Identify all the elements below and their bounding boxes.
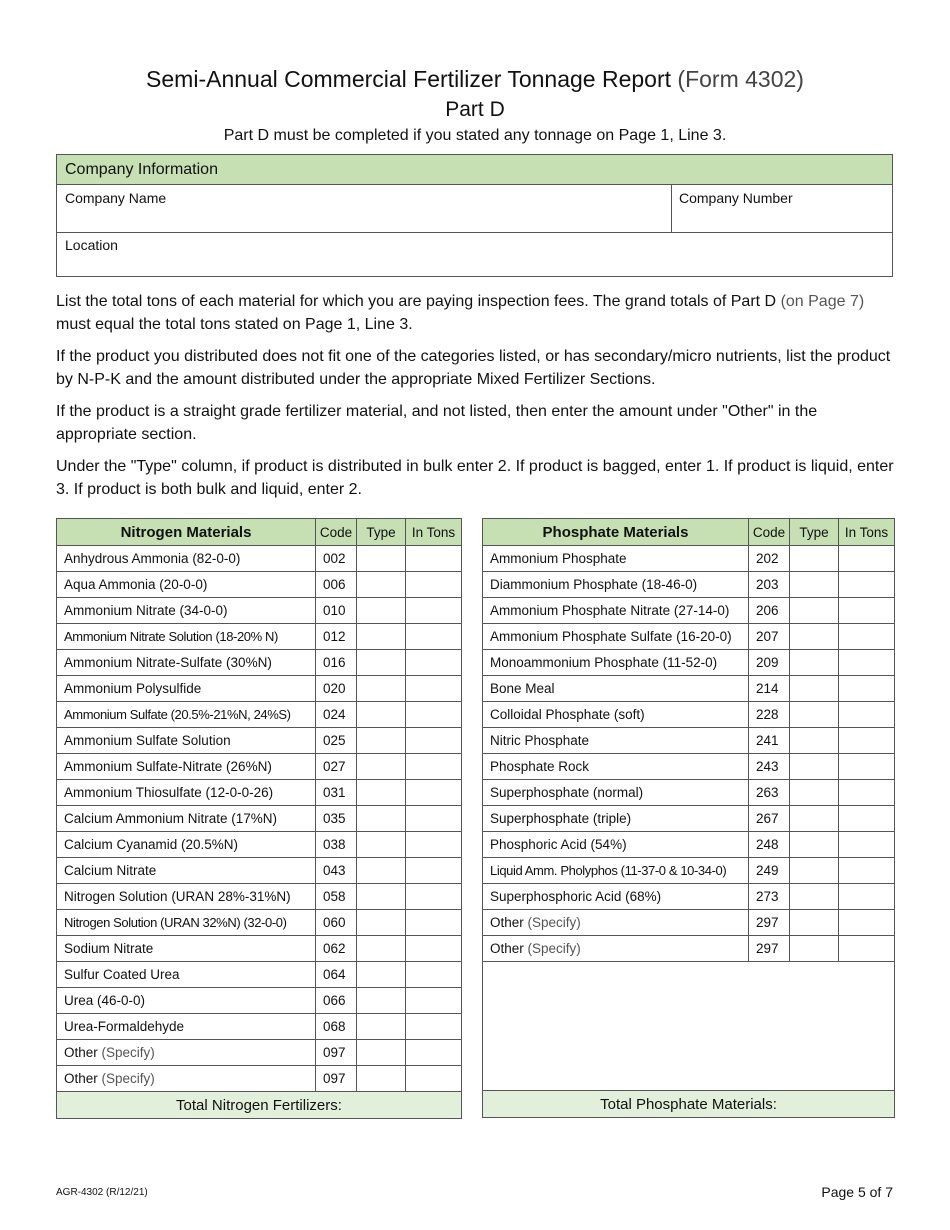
company-number-field[interactable]: Company Number xyxy=(679,190,793,206)
material-name xyxy=(483,858,749,884)
material-code: 002 xyxy=(316,546,357,572)
type-cell[interactable] xyxy=(357,858,406,884)
material-name-text: Liquid Amm. Pholyphos (11-37-0 & 10-34-0) xyxy=(490,863,727,878)
material-name xyxy=(57,858,316,884)
tons-cell[interactable] xyxy=(839,780,895,806)
table-row xyxy=(483,728,895,754)
type-cell[interactable] xyxy=(357,1066,406,1092)
location-field[interactable]: Location xyxy=(65,237,118,253)
type-cell[interactable] xyxy=(790,702,839,728)
material-name xyxy=(483,806,749,832)
type-cell[interactable] xyxy=(790,572,839,598)
material-code: 203 xyxy=(749,572,790,598)
specify-hint: (Specify) xyxy=(527,941,581,956)
table-row xyxy=(483,702,895,728)
type-cell[interactable] xyxy=(790,624,839,650)
instruction-1-b: (on Page 7) xyxy=(780,293,865,310)
material-name xyxy=(57,650,316,676)
code-header: Code xyxy=(749,519,790,546)
material-name-text: Calcium Cyanamid (20.5%N) xyxy=(64,837,239,852)
material-name xyxy=(483,650,749,676)
table-row xyxy=(57,572,462,598)
tons-cell[interactable] xyxy=(406,572,462,598)
tons-cell[interactable] xyxy=(839,832,895,858)
material-name-text: Ammonium Polysulfide xyxy=(64,681,202,696)
table-row xyxy=(483,780,895,806)
table-row xyxy=(57,1066,462,1092)
material-code: 068 xyxy=(316,1014,357,1040)
type-cell[interactable] xyxy=(790,676,839,702)
material-code: 243 xyxy=(749,754,790,780)
type-header: Type xyxy=(790,519,839,546)
type-cell[interactable] xyxy=(357,754,406,780)
material-name-text: Nitric Phosphate xyxy=(490,733,590,748)
empty-cell xyxy=(483,962,895,1091)
type-cell[interactable] xyxy=(790,936,839,962)
table-row xyxy=(483,832,895,858)
material-name-text: Aqua Ammonia (20-0-0) xyxy=(64,577,208,592)
tons-cell[interactable] xyxy=(839,572,895,598)
material-name xyxy=(57,884,316,910)
material-name xyxy=(57,728,316,754)
type-cell[interactable] xyxy=(357,546,406,572)
table-row xyxy=(57,728,462,754)
tons-cell[interactable] xyxy=(406,598,462,624)
material-code: 228 xyxy=(749,702,790,728)
table-row xyxy=(57,806,462,832)
instruction-3: If the product is a straight grade fertilizer material, and not listed, then enter the amount under "Other" in the appropriate section. xyxy=(56,403,818,443)
table-row xyxy=(483,936,895,962)
tons-cell[interactable] xyxy=(839,806,895,832)
material-name-text: Superphosphate (normal) xyxy=(490,785,644,800)
material-name-text: Other xyxy=(490,915,524,930)
table-row xyxy=(57,650,462,676)
material-name-text: Ammonium Sulfate Solution xyxy=(64,733,231,748)
tons-header: In Tons xyxy=(406,519,462,546)
material-code: 263 xyxy=(749,780,790,806)
material-name xyxy=(483,936,749,962)
material-name-text: Calcium Ammonium Nitrate (17%N) xyxy=(64,811,278,826)
material-name-text: Ammonium Phosphate Sulfate (16-20-0) xyxy=(490,629,732,644)
type-cell[interactable] xyxy=(357,624,406,650)
material-code: 060 xyxy=(316,910,357,936)
table-row xyxy=(483,858,895,884)
company-row xyxy=(57,185,892,233)
type-cell[interactable] xyxy=(357,988,406,1014)
nitrogen-table xyxy=(56,518,462,1119)
table-row xyxy=(57,546,462,572)
tons-cell[interactable] xyxy=(406,754,462,780)
material-name-text: Ammonium Phosphate Nitrate (27-14-0) xyxy=(490,603,730,618)
material-name-text: Superphosphoric Acid (68%) xyxy=(490,889,662,904)
type-cell[interactable] xyxy=(357,650,406,676)
material-name xyxy=(57,910,316,936)
type-cell[interactable] xyxy=(790,650,839,676)
material-code: 020 xyxy=(316,676,357,702)
material-code: 010 xyxy=(316,598,357,624)
type-cell[interactable] xyxy=(790,754,839,780)
type-cell[interactable] xyxy=(790,858,839,884)
material-name xyxy=(57,1040,316,1066)
tons-cell[interactable] xyxy=(406,1066,462,1092)
type-cell[interactable] xyxy=(357,936,406,962)
tons-cell[interactable] xyxy=(839,728,895,754)
material-code: 006 xyxy=(316,572,357,598)
material-name xyxy=(57,936,316,962)
material-name-text: Nitrogen Solution (URAN 28%-31%N) xyxy=(64,889,291,904)
material-name xyxy=(57,676,316,702)
material-name xyxy=(57,1066,316,1092)
tons-cell[interactable] xyxy=(406,676,462,702)
table-row xyxy=(483,572,895,598)
type-cell[interactable] xyxy=(357,572,406,598)
material-name-text: Ammonium Nitrate (34-0-0) xyxy=(64,603,228,618)
material-name xyxy=(483,884,749,910)
table-row xyxy=(483,806,895,832)
report-title-text: Semi-Annual Commercial Fertilizer Tonnage Report xyxy=(146,66,672,92)
material-name xyxy=(57,624,316,650)
tons-cell[interactable] xyxy=(406,884,462,910)
tons-cell[interactable] xyxy=(406,988,462,1014)
page-number: Page 5 of 7 xyxy=(821,1184,893,1200)
material-code: 097 xyxy=(316,1040,357,1066)
material-name-text: Urea-Formaldehyde xyxy=(64,1019,185,1034)
material-name-text: Sodium Nitrate xyxy=(64,941,154,956)
form-id: AGR-4302 (R/12/21) xyxy=(56,1187,148,1198)
tons-cell[interactable] xyxy=(839,702,895,728)
tons-cell[interactable] xyxy=(839,676,895,702)
type-cell[interactable] xyxy=(357,728,406,754)
material-code: 024 xyxy=(316,702,357,728)
type-header: Type xyxy=(357,519,406,546)
type-cell[interactable] xyxy=(357,910,406,936)
material-name-text: Ammonium Nitrate-Sulfate (30%N) xyxy=(64,655,272,670)
nitrogen-header: Nitrogen Materials xyxy=(57,519,316,546)
tons-cell[interactable] xyxy=(406,624,462,650)
instruction-1-c: must equal the total tons stated on Page 1, Line 3. xyxy=(56,316,413,333)
material-name-text: Superphosphate (triple) xyxy=(490,811,632,826)
table-row xyxy=(483,624,895,650)
material-name-text: Diammonium Phosphate (18-46-0) xyxy=(490,577,698,592)
report-title xyxy=(0,64,950,94)
material-code: 031 xyxy=(316,780,357,806)
specify-hint: (Specify) xyxy=(527,915,581,930)
tons-cell[interactable] xyxy=(839,884,895,910)
table-row xyxy=(57,1014,462,1040)
type-cell[interactable] xyxy=(357,676,406,702)
tons-cell[interactable] xyxy=(839,546,895,572)
phosphate-header: Phosphate Materials xyxy=(483,519,749,546)
material-name xyxy=(483,598,749,624)
tons-cell[interactable] xyxy=(406,936,462,962)
form-number: (Form 4302) xyxy=(677,66,804,92)
tons-cell[interactable] xyxy=(839,598,895,624)
material-code: 209 xyxy=(749,650,790,676)
tons-cell[interactable] xyxy=(839,624,895,650)
material-name xyxy=(57,572,316,598)
type-cell[interactable] xyxy=(357,1040,406,1066)
material-code: 097 xyxy=(316,1066,357,1092)
code-header: Code xyxy=(316,519,357,546)
table-row xyxy=(57,858,462,884)
material-code: 062 xyxy=(316,936,357,962)
type-cell[interactable] xyxy=(357,702,406,728)
material-name-text: Other xyxy=(64,1045,98,1060)
table-row xyxy=(483,754,895,780)
material-code: 025 xyxy=(316,728,357,754)
tons-cell[interactable] xyxy=(406,962,462,988)
table-row xyxy=(57,780,462,806)
tons-cell[interactable] xyxy=(406,858,462,884)
material-code: 064 xyxy=(316,962,357,988)
company-info-header: Company Information xyxy=(57,155,892,185)
nitrogen-total: Total Nitrogen Fertilizers: xyxy=(57,1092,462,1119)
material-name xyxy=(57,806,316,832)
material-code: 267 xyxy=(749,806,790,832)
type-cell[interactable] xyxy=(357,806,406,832)
type-cell[interactable] xyxy=(790,884,839,910)
tons-cell[interactable] xyxy=(406,546,462,572)
type-cell[interactable] xyxy=(357,780,406,806)
material-code: 012 xyxy=(316,624,357,650)
instruction-1 xyxy=(56,290,896,336)
specify-hint: (Specify) xyxy=(101,1045,155,1060)
material-name xyxy=(483,832,749,858)
table-row xyxy=(57,702,462,728)
specify-hint: (Specify) xyxy=(101,1071,155,1086)
instruction-2: If the product you distributed does not fit one of the categories listed, or has secondary/micro nutrients, list the product by N-P-K and the amount distributed under the appropriate Mixed Fertilizer Sections. xyxy=(56,348,891,388)
company-name-field[interactable]: Company Name xyxy=(65,190,167,206)
instruction-4: Under the "Type" column, if product is distributed in bulk enter 2. If product is bagged, enter 1. If product is liquid, enter 3. If product is both bulk and liquid, enter 2. xyxy=(56,458,894,498)
material-name xyxy=(57,988,316,1014)
material-name xyxy=(57,780,316,806)
tons-cell[interactable] xyxy=(406,832,462,858)
material-code: 027 xyxy=(316,754,357,780)
material-name-text: Anhydrous Ammonia (82-0-0) xyxy=(64,551,241,566)
part-heading: Part D xyxy=(445,98,505,121)
material-code: 038 xyxy=(316,832,357,858)
table-row xyxy=(57,962,462,988)
type-cell[interactable] xyxy=(790,598,839,624)
material-name xyxy=(483,624,749,650)
tons-cell[interactable] xyxy=(839,910,895,936)
material-name-text: Calcium Nitrate xyxy=(64,863,157,878)
material-name-text: Phosphate Rock xyxy=(490,759,590,774)
material-name-text: Ammonium Thiosulfate (12-0-0-26) xyxy=(64,785,274,800)
table-row xyxy=(483,546,895,572)
table-row xyxy=(57,910,462,936)
company-divider xyxy=(671,185,672,232)
type-cell[interactable] xyxy=(357,962,406,988)
phosphate-total: Total Phosphate Materials: xyxy=(483,1091,895,1118)
type-cell[interactable] xyxy=(790,728,839,754)
tons-cell[interactable] xyxy=(406,728,462,754)
table-row xyxy=(483,650,895,676)
table-row xyxy=(57,884,462,910)
tons-cell[interactable] xyxy=(406,910,462,936)
material-name xyxy=(57,702,316,728)
company-info-box xyxy=(56,154,893,277)
material-name xyxy=(483,754,749,780)
type-cell[interactable] xyxy=(790,832,839,858)
type-cell[interactable] xyxy=(357,884,406,910)
type-cell[interactable] xyxy=(357,598,406,624)
tons-cell[interactable] xyxy=(839,754,895,780)
material-code: 043 xyxy=(316,858,357,884)
table-row xyxy=(57,754,462,780)
material-code: 273 xyxy=(749,884,790,910)
table-row xyxy=(57,988,462,1014)
tons-cell[interactable] xyxy=(406,650,462,676)
type-cell[interactable] xyxy=(790,806,839,832)
material-code: 035 xyxy=(316,806,357,832)
type-cell[interactable] xyxy=(790,546,839,572)
material-name xyxy=(57,546,316,572)
material-name xyxy=(57,1014,316,1040)
table-row xyxy=(57,832,462,858)
table-row xyxy=(483,676,895,702)
material-name xyxy=(57,754,316,780)
material-name xyxy=(483,728,749,754)
material-name xyxy=(483,910,749,936)
tons-cell[interactable] xyxy=(406,806,462,832)
table-row xyxy=(57,598,462,624)
phosphate-table xyxy=(482,518,895,1118)
material-name xyxy=(57,962,316,988)
material-name-text: Monoammonium Phosphate (11-52-0) xyxy=(490,655,718,670)
material-name-text: Bone Meal xyxy=(490,681,555,696)
table-row xyxy=(483,910,895,936)
table-row xyxy=(57,676,462,702)
type-cell[interactable] xyxy=(790,910,839,936)
material-code: 207 xyxy=(749,624,790,650)
material-code: 066 xyxy=(316,988,357,1014)
empty-area xyxy=(483,962,895,1091)
material-name xyxy=(57,832,316,858)
material-code: 297 xyxy=(749,936,790,962)
material-name-text: Phosphoric Acid (54%) xyxy=(490,837,627,852)
material-name xyxy=(483,676,749,702)
type-cell[interactable] xyxy=(357,1014,406,1040)
material-code: 058 xyxy=(316,884,357,910)
material-name-text: Ammonium Nitrate Solution (18-20% N) xyxy=(64,629,278,644)
instruction-1-a: List the total tons of each material for which you are paying inspection fees. The grand totals of Part D xyxy=(56,293,777,310)
tons-cell[interactable] xyxy=(406,1040,462,1066)
material-name xyxy=(483,572,749,598)
material-name-text: Other xyxy=(490,941,524,956)
material-name-text: Ammonium Sulfate (20.5%-21%N, 24%S) xyxy=(64,707,291,722)
tons-cell[interactable] xyxy=(839,650,895,676)
table-row xyxy=(483,598,895,624)
tons-cell[interactable] xyxy=(406,780,462,806)
table-row xyxy=(57,936,462,962)
material-code: 202 xyxy=(749,546,790,572)
material-name xyxy=(483,780,749,806)
material-name-text: Ammonium Phosphate xyxy=(490,551,627,566)
material-name-text: Other xyxy=(64,1071,98,1086)
material-code: 214 xyxy=(749,676,790,702)
tons-cell[interactable] xyxy=(406,1014,462,1040)
material-code: 016 xyxy=(316,650,357,676)
material-code: 248 xyxy=(749,832,790,858)
tons-header: In Tons xyxy=(839,519,895,546)
tons-cell[interactable] xyxy=(839,858,895,884)
material-name-text: Nitrogen Solution (URAN 32%N) (32-0-0) xyxy=(64,915,287,930)
material-name xyxy=(57,598,316,624)
material-name-text: Ammonium Sulfate-Nitrate (26%N) xyxy=(64,759,272,774)
table-row xyxy=(57,1040,462,1066)
table-row xyxy=(483,884,895,910)
type-cell[interactable] xyxy=(790,780,839,806)
material-name xyxy=(483,546,749,572)
type-cell[interactable] xyxy=(357,832,406,858)
material-code: 206 xyxy=(749,598,790,624)
table-row xyxy=(57,624,462,650)
tons-cell[interactable] xyxy=(839,936,895,962)
material-name-text: Urea (46-0-0) xyxy=(64,993,146,1008)
material-code: 241 xyxy=(749,728,790,754)
material-name-text: Sulfur Coated Urea xyxy=(64,967,180,982)
part-note: Part D must be completed if you stated any tonnage on Page 1, Line 3. xyxy=(223,127,727,144)
material-code: 249 xyxy=(749,858,790,884)
tons-cell[interactable] xyxy=(406,702,462,728)
material-code: 297 xyxy=(749,910,790,936)
material-name xyxy=(483,702,749,728)
material-name-text: Colloidal Phosphate (soft) xyxy=(490,707,645,722)
